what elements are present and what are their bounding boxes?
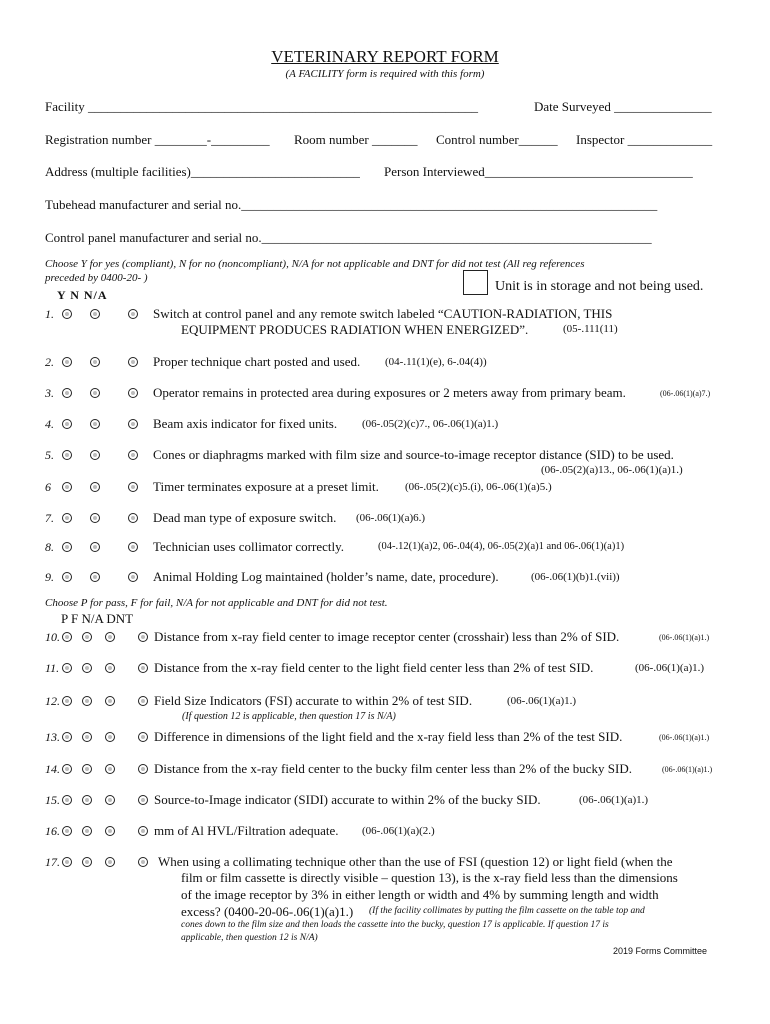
radio-no[interactable] [90, 309, 100, 319]
radio-fail[interactable] [82, 764, 92, 774]
item-ref: (06-.05(2)(c)7., 06-.06(1)(a)1.) [362, 418, 499, 430]
item-ref: (06-.06(1)(a)7.) [660, 389, 711, 398]
item-text-cont: excess? (0400-20-06-.06(1)(a)1.) [181, 904, 354, 919]
radio-dnt[interactable] [138, 795, 148, 805]
item-ref: (06-.06(1)(a)6.) [356, 512, 426, 524]
item-text: When using a collimating technique other than the use of FSI (question 12) or light field (when the [158, 854, 673, 869]
radio-fail[interactable] [82, 732, 92, 742]
item-number: 10. [45, 630, 60, 644]
item-number: 15. [45, 793, 60, 807]
radio-pass[interactable] [62, 632, 72, 642]
item-ref: (06-.06(1)(b)1.(vii)) [531, 571, 620, 583]
radio-na[interactable] [105, 826, 115, 836]
item-ref: (06-.06(1)(a)1.) [659, 733, 710, 742]
item-text: Distance from x-ray field center to image receptor center (crosshair) less than 2% of SID. [154, 629, 620, 644]
item-number: 17. [45, 855, 60, 869]
radio-fail[interactable] [82, 826, 92, 836]
radio-no[interactable] [90, 572, 100, 582]
radio-pass[interactable] [62, 696, 72, 706]
radio-fail[interactable] [82, 857, 92, 867]
radio-na[interactable] [128, 513, 138, 523]
item-note: (If question 12 is applicable, then question 17 is N/A) [182, 711, 396, 722]
item-ref: (06-.06(1)(a)1.) [662, 765, 713, 774]
item-text-cont: EQUIPMENT PRODUCES RADIATION WHEN ENERGIZED”. [181, 322, 529, 337]
item-text: Distance from the x-ray field center to the bucky film center less than 2% of the bucky SID. [154, 761, 632, 776]
radio-na[interactable] [128, 542, 138, 552]
radio-yes[interactable] [62, 419, 72, 429]
control-panel-field[interactable]: Control panel manufacturer and serial no.____________________________________________________________ [45, 230, 652, 245]
radio-no[interactable] [90, 513, 100, 523]
item-text: Distance from the x-ray field center to the light field center less than 2% of test SID. [154, 660, 594, 675]
room-field[interactable]: Room number _______ [294, 132, 418, 147]
item-note: applicable, then question 12 is N/A) [181, 933, 318, 943]
radio-yes[interactable] [62, 542, 72, 552]
item-number: 1. [45, 307, 54, 321]
control-number-field[interactable]: Control number______ [436, 132, 558, 147]
item-text: Animal Holding Log maintained (holder’s name, date, procedure). [153, 569, 499, 584]
item-number: 7. [45, 511, 54, 525]
item-number: 3. [45, 386, 54, 400]
item-text: Operator remains in protected area during exposures or 2 meters away from primary beam. [153, 385, 626, 400]
radio-fail[interactable] [82, 632, 92, 642]
radio-pass[interactable] [62, 663, 72, 673]
item-text-cont: of the image receptor by 3% in either length or width and 4% by summing length and width [181, 887, 659, 902]
item-ref: (06-.06(1)(a)1.) [659, 633, 710, 642]
radio-na[interactable] [105, 795, 115, 805]
radio-dnt[interactable] [138, 826, 148, 836]
radio-yes[interactable] [62, 482, 72, 492]
item-number: 8. [45, 540, 54, 554]
radio-yes[interactable] [62, 357, 72, 367]
item-text: Difference in dimensions of the light field and the x-ray field less than 2% of the test SID. [154, 729, 623, 744]
radio-fail[interactable] [82, 795, 92, 805]
radio-dnt[interactable] [138, 696, 148, 706]
item-text: mm of Al HVL/Filtration adequate. [154, 823, 339, 838]
item-text: Switch at control panel and any remote switch labeled “CAUTION-RADIATION, THIS [153, 306, 613, 321]
radio-yes[interactable] [62, 513, 72, 523]
radio-na[interactable] [128, 357, 138, 367]
radio-pass[interactable] [62, 826, 72, 836]
radio-na[interactable] [128, 309, 138, 319]
radio-dnt[interactable] [138, 764, 148, 774]
radio-no[interactable] [90, 419, 100, 429]
radio-na[interactable] [105, 696, 115, 706]
inspector-field[interactable]: Inspector _____________ [576, 132, 713, 147]
radio-na[interactable] [128, 450, 138, 460]
item-number: 4. [45, 417, 54, 431]
address-field[interactable]: Address (multiple facilities)__________________________ [45, 164, 360, 179]
radio-fail[interactable] [82, 696, 92, 706]
item-ref: (05-.111(11) [563, 323, 618, 335]
radio-pass[interactable] [62, 764, 72, 774]
radio-no[interactable] [90, 388, 100, 398]
item-text: Source-to-Image indicator (SIDI) accurate to within 2% of the bucky SID. [154, 792, 541, 807]
item-ref: (04-.12(1)(a)2, 06-.04(4), 06-.05(2)(a)1 and 06-.06(1)(a)1) [378, 541, 625, 552]
item-ref: (06-.06(1)(a)1.) [507, 695, 577, 707]
item-ref: (04-.11(1)(e), 6-.04(4)) [385, 356, 487, 368]
item-number: 12. [45, 694, 60, 708]
radio-na[interactable] [105, 663, 115, 673]
radio-na[interactable] [128, 482, 138, 492]
item-number: 11. [45, 661, 60, 675]
radio-fail[interactable] [82, 663, 92, 673]
tubehead-field[interactable]: Tubehead manufacturer and serial no.________________________________________________________________ [45, 197, 658, 212]
item-number: 9. [45, 570, 54, 584]
radio-yes[interactable] [62, 388, 72, 398]
yn-column-header: Y N N/A [57, 288, 108, 302]
item-number: 2. [45, 355, 54, 369]
item-number: 5. [45, 448, 54, 462]
radio-na[interactable] [128, 388, 138, 398]
radio-na[interactable] [128, 572, 138, 582]
item-text: Cones or diaphragms marked with film size and source-to-image receptor distance (SID) to be used. [153, 447, 674, 462]
item-text: Beam axis indicator for fixed units. [153, 416, 338, 431]
item-ref: (06-.06(1)(a)(2.) [362, 825, 435, 837]
radio-yes[interactable] [62, 450, 72, 460]
item-text: Technician uses collimator correctly. [153, 539, 345, 554]
radio-pass[interactable] [62, 795, 72, 805]
storage-checkbox[interactable] [463, 270, 488, 295]
radio-na[interactable] [105, 732, 115, 742]
section2-instructions: Choose P for pass, F for fail, N/A for not applicable and DNT for did not test. [45, 597, 388, 609]
item-number: 13. [45, 730, 60, 744]
facility-field[interactable]: Facility ____________________________________________________________ [45, 99, 478, 114]
item-text-cont: film or film cassette is directly visible – question 13), is the x-ray field less than the dimensions [181, 870, 678, 885]
item-note: (If the facility collimates by putting the film cassette on the table top and [369, 906, 645, 916]
radio-pass[interactable] [62, 732, 72, 742]
item-note: cones down to the film size and then loads the cassette into the bucky, question 17 is applicable. If question 17 is [181, 920, 609, 930]
radio-na[interactable] [105, 764, 115, 774]
section1-instructions-cont: preceded by 0400-20- ) [45, 272, 148, 284]
radio-no[interactable] [90, 542, 100, 552]
radio-no[interactable] [90, 482, 100, 492]
storage-label: Unit is in storage and not being used. [495, 279, 704, 294]
pf-column-header: P F N/A DNT [61, 611, 134, 626]
form-subtitle: (A FACILITY form is required with this form) [285, 68, 485, 80]
radio-no[interactable] [90, 450, 100, 460]
radio-na[interactable] [105, 857, 115, 867]
footer-committee: 2019 Forms Committee [613, 946, 708, 956]
item-number: 16. [45, 824, 60, 838]
radio-na[interactable] [128, 419, 138, 429]
form-title: VETERINARY REPORT FORM [271, 47, 499, 66]
date-surveyed-field[interactable]: Date Surveyed _______________ [534, 99, 712, 114]
item-ref: (06-.06(1)(a)1.) [635, 662, 705, 674]
registration-field[interactable]: Registration number ________-_________ [45, 132, 270, 147]
radio-dnt[interactable] [138, 857, 148, 867]
radio-dnt[interactable] [138, 663, 148, 673]
radio-yes[interactable] [62, 572, 72, 582]
radio-no[interactable] [90, 357, 100, 367]
radio-dnt[interactable] [138, 732, 148, 742]
item-text: Dead man type of exposure switch. [153, 510, 337, 525]
item-ref: (06-.06(1)(a)1.) [579, 794, 649, 806]
item-text: Timer terminates exposure at a preset limit. [153, 479, 379, 494]
section1-instructions: Choose Y for yes (compliant), N for no (noncompliant), N/A for not applicable and DNT for did not test (All reg references [45, 258, 585, 270]
item-ref: (06-.05(2)(c)5.(i), 06-.06(1)(a)5.) [405, 481, 552, 493]
item-text: Field Size Indicators (FSI) accurate to within 2% of test SID. [154, 693, 473, 708]
item-text: Proper technique chart posted and used. [153, 354, 361, 369]
radio-pass[interactable] [62, 857, 72, 867]
person-interviewed-field[interactable]: Person Interviewed________________________________ [384, 164, 693, 179]
radio-dnt[interactable] [138, 632, 148, 642]
item-number: 6 [45, 480, 51, 494]
item-number: 14. [45, 762, 60, 776]
radio-yes[interactable] [62, 309, 72, 319]
item-ref: (06-.05(2)(a)13., 06-.06(1)(a)1.) [541, 464, 683, 476]
radio-na[interactable] [105, 632, 115, 642]
